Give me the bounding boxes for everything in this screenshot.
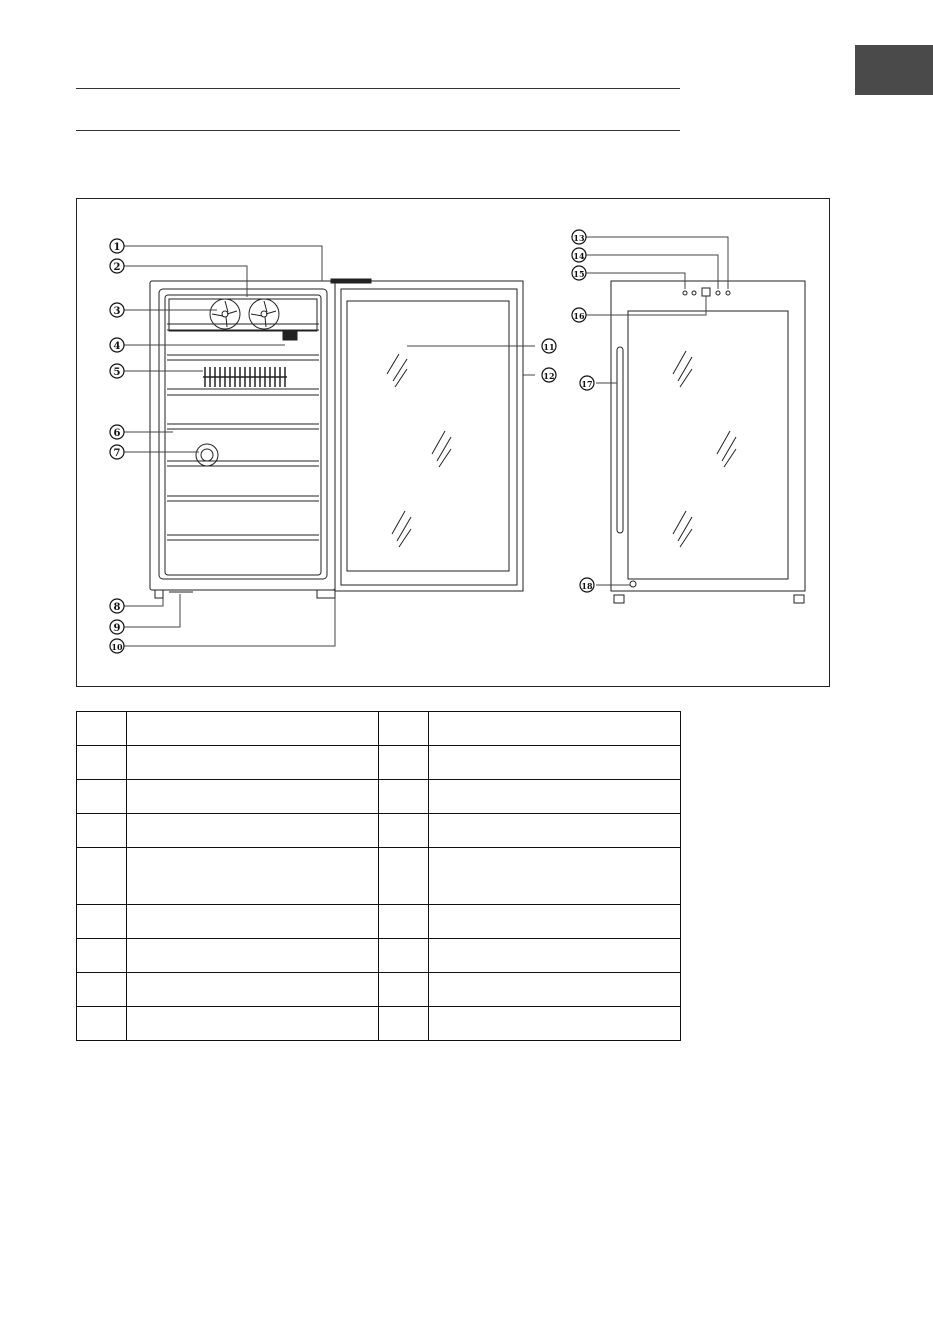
callout-number: 9 — [113, 623, 121, 634]
part-description-cell — [429, 973, 681, 1007]
header-rule-bottom — [76, 130, 680, 131]
language-tab — [855, 45, 933, 95]
table-row — [77, 814, 681, 848]
part-number-cell — [379, 1007, 429, 1041]
part-number-cell — [77, 712, 127, 746]
callout-number: 11 — [543, 342, 555, 352]
callout-number: 5 — [113, 367, 121, 378]
table-row — [77, 939, 681, 973]
callout-number: 13 — [573, 233, 585, 243]
part-number-cell — [77, 939, 127, 973]
feet — [155, 590, 335, 598]
callout-18 — [580, 578, 594, 592]
part-number-cell — [379, 848, 429, 905]
table-row — [77, 712, 681, 746]
table-row — [77, 746, 681, 780]
part-number-cell — [77, 746, 127, 780]
part-description-cell — [127, 780, 379, 814]
open-door — [331, 279, 523, 591]
table-row — [77, 905, 681, 939]
parts-table — [76, 711, 681, 1041]
part-description-cell — [127, 814, 379, 848]
callout-number: 3 — [113, 306, 121, 317]
part-description-cell — [127, 1007, 379, 1041]
callout-number: 4 — [113, 341, 121, 352]
part-number-cell — [77, 780, 127, 814]
callout-number: 8 — [113, 602, 121, 613]
table-row — [77, 848, 681, 905]
part-number-cell — [379, 712, 429, 746]
part-number-cell — [77, 848, 127, 905]
table-row — [77, 973, 681, 1007]
part-description-cell — [127, 712, 379, 746]
part-description-cell — [429, 939, 681, 973]
part-description-cell — [127, 746, 379, 780]
callout-9 — [110, 620, 124, 634]
part-number-cell — [77, 814, 127, 848]
callout-13 — [572, 230, 586, 244]
part-number-cell — [379, 746, 429, 780]
table-row — [77, 1007, 681, 1041]
thermostat-knob — [196, 444, 218, 466]
fan-cover — [169, 299, 317, 340]
part-number-cell — [379, 939, 429, 973]
callout-number: 18 — [581, 581, 593, 591]
callout-number: 6 — [113, 428, 121, 439]
rear-vent — [203, 367, 287, 387]
appliance-drawing — [77, 199, 831, 688]
callout-number: 7 — [113, 448, 121, 459]
part-description-cell — [429, 780, 681, 814]
cabinet-body — [150, 281, 335, 590]
callout-number: 17 — [581, 379, 593, 389]
part-number-cell — [379, 814, 429, 848]
callout-15 — [572, 266, 586, 280]
product-diagram — [76, 198, 830, 687]
callout-number: 2 — [113, 262, 121, 273]
callout-1 — [110, 239, 124, 253]
part-number-cell — [77, 973, 127, 1007]
part-number-cell — [77, 905, 127, 939]
callout-number: 10 — [111, 642, 123, 652]
callout-4 — [110, 338, 124, 352]
part-description-cell — [429, 1007, 681, 1041]
callout-5 — [110, 364, 124, 378]
callout-7 — [110, 445, 124, 459]
callout-8 — [110, 599, 124, 613]
closed-cabinet — [611, 281, 805, 603]
part-description-cell — [429, 814, 681, 848]
callout-number: 12 — [543, 371, 555, 381]
part-description-cell — [127, 939, 379, 973]
part-number-cell — [379, 973, 429, 1007]
part-description-cell — [127, 973, 379, 1007]
callout-number: 15 — [573, 269, 585, 279]
part-description-cell — [429, 848, 681, 905]
part-description-cell — [429, 746, 681, 780]
callout-number: 16 — [573, 311, 585, 321]
callout-10 — [110, 639, 124, 653]
callout-2 — [110, 259, 124, 273]
part-description-cell — [429, 712, 681, 746]
callout-12 — [542, 368, 556, 382]
table-row — [77, 780, 681, 814]
callout-6 — [110, 425, 124, 439]
header-rule-top — [76, 88, 680, 89]
shelves — [167, 324, 319, 540]
callout-14 — [572, 248, 586, 262]
callout-number: 14 — [573, 251, 585, 261]
part-number-cell — [379, 905, 429, 939]
callout-17 — [580, 376, 594, 390]
callout-11 — [542, 339, 556, 353]
callout-16 — [572, 308, 586, 322]
part-number-cell — [379, 780, 429, 814]
part-description-cell — [127, 905, 379, 939]
callout-3 — [110, 303, 124, 317]
part-number-cell — [77, 1007, 127, 1041]
part-description-cell — [127, 848, 379, 905]
callout-number: 1 — [113, 242, 121, 253]
part-description-cell — [429, 905, 681, 939]
